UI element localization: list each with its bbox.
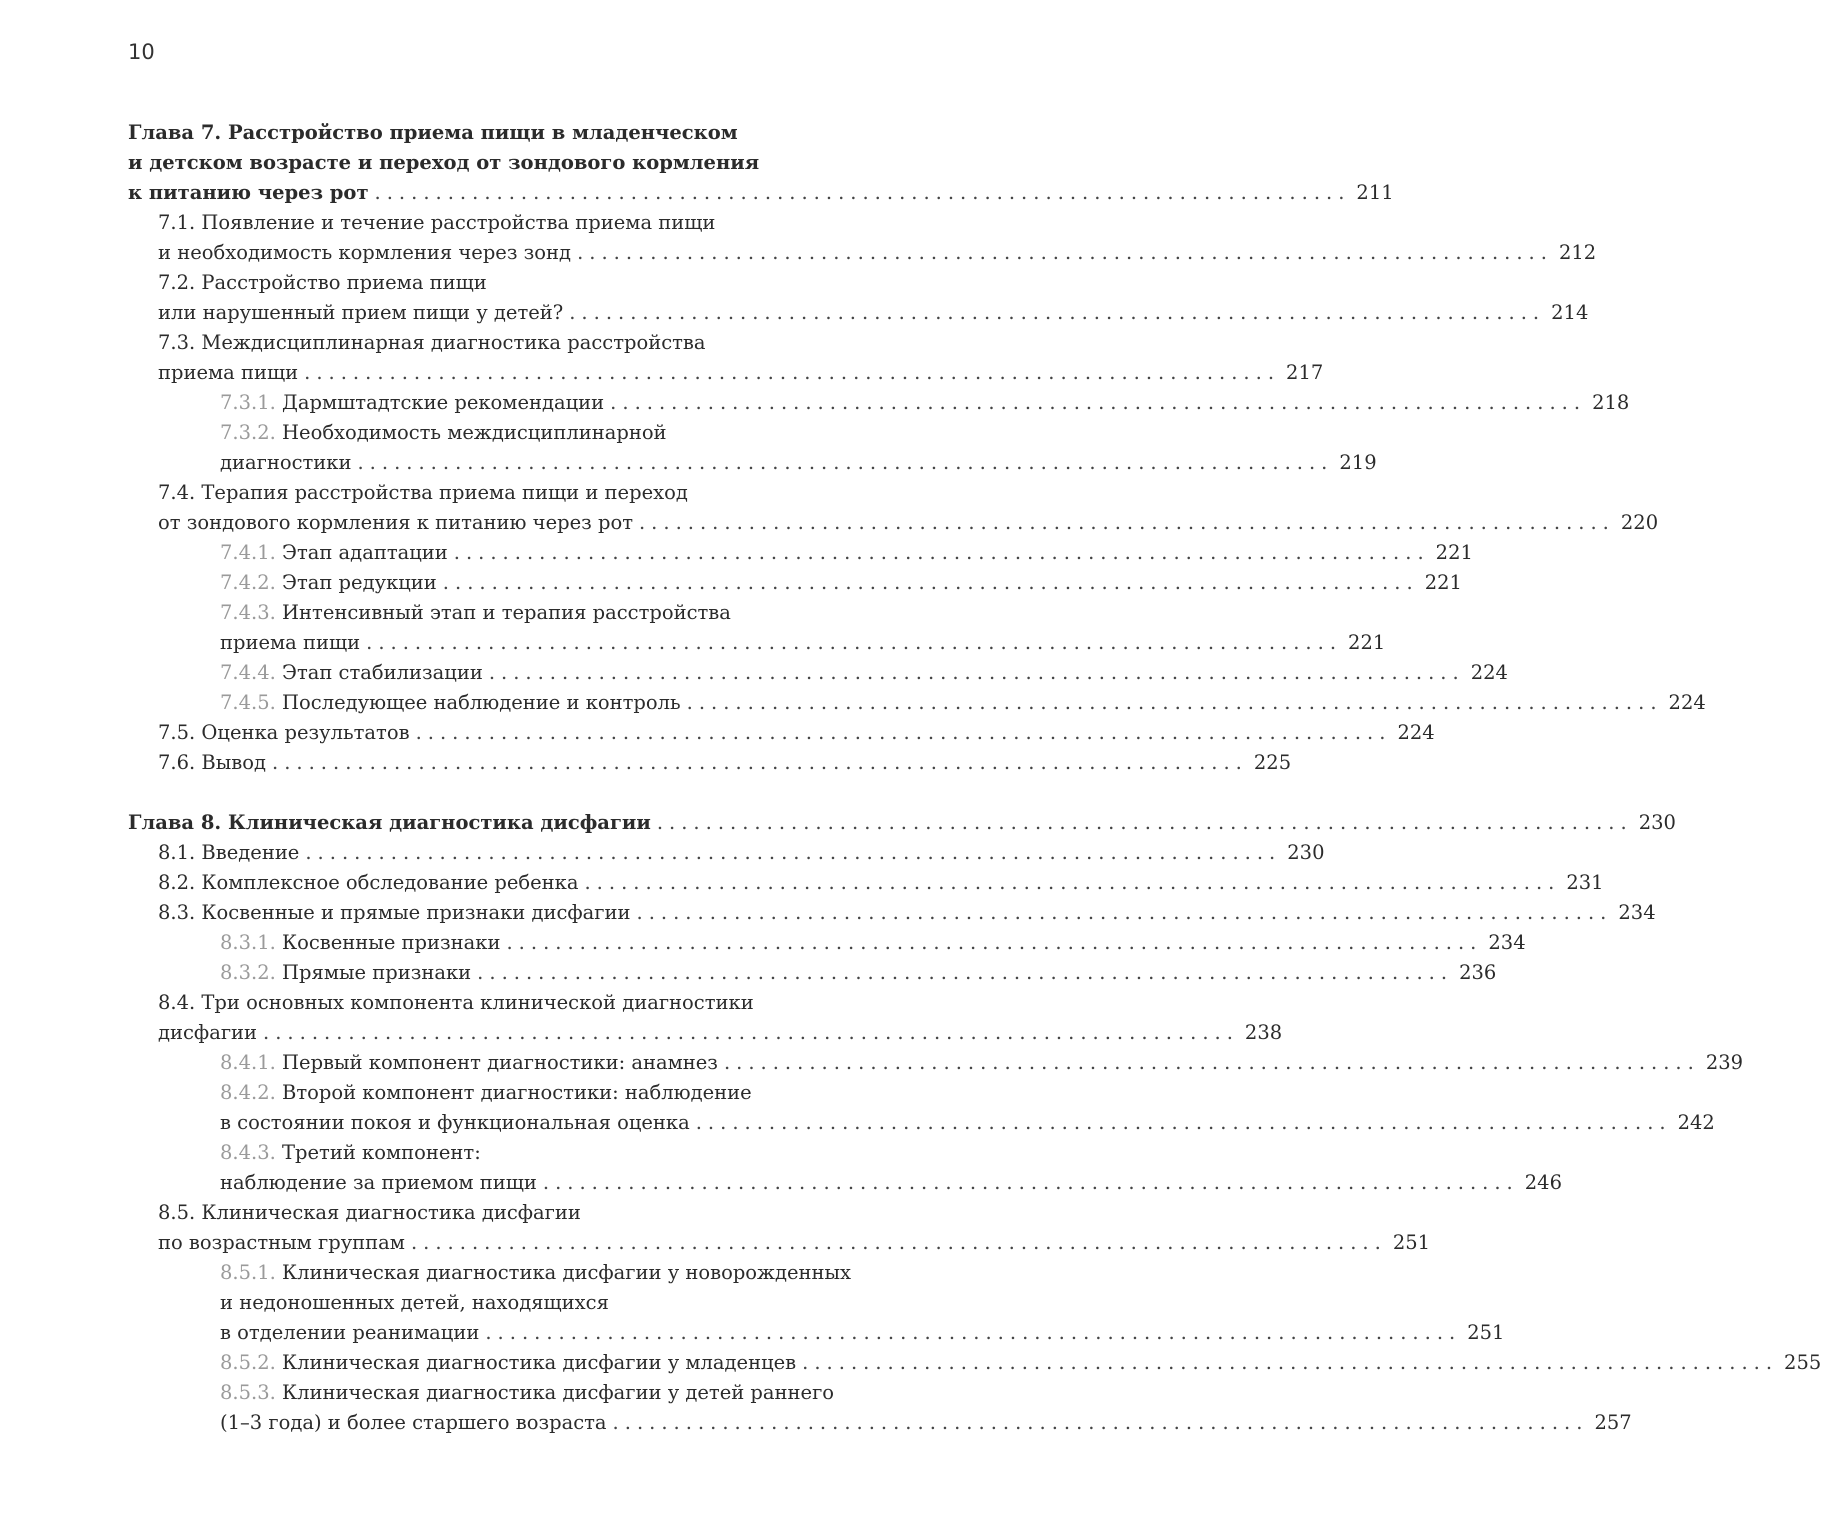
toc-line xyxy=(158,208,908,238)
leader-dots: ................................................................................ xyxy=(272,751,1248,774)
toc-line xyxy=(128,178,1394,208)
toc-title: Междисциплинарная диагностика расстройства xyxy=(201,331,706,354)
leader-dots: ................................................................................ xyxy=(802,1351,1779,1374)
toc-line xyxy=(158,838,1325,868)
toc-line xyxy=(158,718,1435,748)
toc-line xyxy=(158,1228,1431,1258)
toc-title: приема пищи xyxy=(220,631,361,654)
toc-title: Косвенные и прямые признаки дисфагии xyxy=(201,901,631,924)
toc-title: Клиническая диагностика дисфагии у младенцев xyxy=(282,1351,797,1374)
page-number: 10 xyxy=(128,40,155,64)
leader-dots: ................................................................................ xyxy=(304,361,1281,384)
toc-title: Первый компонент диагностики: анамнез xyxy=(282,1051,718,1074)
leader-dots: ................................................................................ xyxy=(686,691,1663,714)
toc-page-number: 221 xyxy=(1424,571,1462,594)
toc-line xyxy=(220,928,1526,958)
leader-dots: ................................................................................ xyxy=(636,901,1613,924)
toc-title: Клиническая диагностика дисфагии xyxy=(227,811,651,834)
leader-dots: ................................................................................ xyxy=(656,811,1633,834)
toc-page-number: 255 xyxy=(1784,1351,1821,1374)
toc-page-number: 214 xyxy=(1551,301,1589,324)
toc-line xyxy=(220,1258,908,1288)
toc-title: Появление и течение расстройства приема пищи xyxy=(201,211,716,234)
leader-dots: ................................................................................ xyxy=(488,661,1465,684)
toc-number: 7.4.2. xyxy=(220,571,276,594)
leader-dots: ................................................................................ xyxy=(506,931,1483,954)
toc-number: 7.4.4. xyxy=(220,661,276,684)
toc-number: 7.4.1. xyxy=(220,541,276,564)
spacer xyxy=(221,118,228,148)
toc-title: и детском возрасте и переход от зондового кормления xyxy=(128,151,760,174)
toc-line xyxy=(220,418,908,448)
toc-title: Этап стабилизации xyxy=(282,661,483,684)
leader-dots: ................................................................................ xyxy=(612,1411,1589,1434)
toc-line xyxy=(220,1138,908,1168)
toc-number: 7.5. xyxy=(158,721,196,744)
toc-line xyxy=(158,298,1589,328)
toc-line xyxy=(220,688,1706,718)
toc-title: и недоношенных детей, находящихся xyxy=(220,1291,609,1314)
toc-title: и необходимость кормления через зонд xyxy=(158,241,572,264)
toc-number: 8.4.3. xyxy=(220,1141,276,1164)
leader-dots: ................................................................................ xyxy=(638,511,1615,534)
toc-number: 7.3.2. xyxy=(220,421,276,444)
toc-title: по возрастным группам xyxy=(158,1231,405,1254)
leader-dots: ................................................................................ xyxy=(263,1021,1239,1044)
toc-page-number: 221 xyxy=(1348,631,1386,654)
toc-page-number: 217 xyxy=(1286,361,1324,384)
leader-dots: ................................................................................ xyxy=(695,1111,1672,1134)
toc-title: Интенсивный этап и терапия расстройства xyxy=(282,601,731,624)
toc-number: 7.4. xyxy=(158,481,196,504)
toc-title: Этап редукции xyxy=(282,571,437,594)
toc-page-number: 221 xyxy=(1435,541,1473,564)
toc-line xyxy=(158,358,1324,388)
toc-line xyxy=(220,628,1386,658)
toc-title: к питанию через рот xyxy=(128,181,369,204)
toc-page-number: 230 xyxy=(1638,811,1676,834)
toc-page-number: 219 xyxy=(1339,451,1377,474)
toc-line xyxy=(220,1108,1715,1138)
leader-dots: ................................................................................ xyxy=(610,391,1587,414)
toc-line xyxy=(158,508,1659,538)
toc-title: Прямые признаки xyxy=(282,961,472,984)
toc-page-number: 224 xyxy=(1397,721,1435,744)
toc-title: Последующее наблюдение и контроль xyxy=(282,691,681,714)
toc-page-number: 224 xyxy=(1668,691,1706,714)
toc-line xyxy=(220,1288,908,1318)
toc-title: Клиническая диагностика дисфагии у новорожденных xyxy=(282,1261,852,1284)
toc-page-number: 246 xyxy=(1524,1171,1562,1194)
toc-line xyxy=(220,1408,1632,1438)
toc-title: Терапия расстройства приема пищи и переход xyxy=(201,481,688,504)
toc-title: Расстройство приема пищи xyxy=(201,271,487,294)
toc-page-number: 251 xyxy=(1467,1321,1505,1344)
toc-number: 7.2. xyxy=(158,271,196,294)
toc-number: 8.1. xyxy=(158,841,196,864)
toc-page-number: 239 xyxy=(1705,1051,1744,1074)
toc-line xyxy=(220,1048,1744,1078)
toc-line xyxy=(158,1018,1283,1048)
toc-page-number: 224 xyxy=(1470,661,1508,684)
toc-line xyxy=(220,448,1377,478)
toc-number: Глава 7. xyxy=(128,121,222,144)
toc-title: Второй компонент диагностики: наблюдение xyxy=(282,1081,752,1104)
toc-number: 8.5.1. xyxy=(220,1261,276,1284)
toc-title: Комплексное обследование ребенка xyxy=(201,871,579,894)
toc-title: в состоянии покоя и функциональная оценка xyxy=(220,1111,690,1134)
toc-line xyxy=(220,538,1473,568)
toc-number: 7.3.1. xyxy=(220,391,276,414)
toc-line xyxy=(158,988,908,1018)
toc-title: Необходимость междисциплинарной xyxy=(282,421,667,444)
toc-number: 7.3. xyxy=(158,331,196,354)
toc-line xyxy=(220,568,1462,598)
toc-number: 7.6. xyxy=(158,751,196,774)
toc-page-number: 234 xyxy=(1618,901,1656,924)
toc-number: 7.4.5. xyxy=(220,691,276,714)
toc-page-number: 211 xyxy=(1356,181,1394,204)
toc-number: 7.4.3. xyxy=(220,601,276,624)
toc-line xyxy=(220,658,1508,688)
toc-number: 8.5.2. xyxy=(220,1351,276,1374)
leader-dots: ................................................................................ xyxy=(415,721,1392,744)
toc-number: 8.3. xyxy=(158,901,196,924)
toc-number: 8.3.2. xyxy=(220,961,276,984)
toc-line xyxy=(220,1168,1562,1198)
toc-number: 8.2. xyxy=(158,871,196,894)
toc-line xyxy=(220,1078,908,1108)
toc-number: 8.4. xyxy=(158,991,196,1014)
toc-page-number: 225 xyxy=(1253,751,1292,774)
toc-page-number: 236 xyxy=(1459,961,1497,984)
toc-line xyxy=(158,268,908,298)
toc-page-number: 231 xyxy=(1566,871,1604,894)
toc-number: Глава 8. xyxy=(128,811,222,834)
toc-line xyxy=(158,898,1656,928)
toc-page-number: 251 xyxy=(1392,1231,1431,1254)
leader-dots: ................................................................................ xyxy=(453,541,1430,564)
leader-dots: ................................................................................ xyxy=(305,841,1282,864)
toc-number: 8.3.1. xyxy=(220,931,276,954)
toc-title: Этап адаптации xyxy=(282,541,448,564)
toc-page-number: 234 xyxy=(1488,931,1526,954)
toc-page-number: 238 xyxy=(1244,1021,1283,1044)
toc-line xyxy=(158,868,1604,898)
toc-page-number: 230 xyxy=(1287,841,1325,864)
toc-line xyxy=(128,808,1676,838)
toc-number: 7.1. xyxy=(158,211,196,234)
toc-number: 8.4.2. xyxy=(220,1081,276,1104)
toc-title: наблюдение за приемом пищи xyxy=(220,1171,537,1194)
toc-title: Клиническая диагностика дисфагии xyxy=(201,1201,581,1224)
toc-line xyxy=(128,118,908,148)
toc-title: Дармштадтские рекомендации xyxy=(282,391,605,414)
leader-dots: ................................................................................ xyxy=(723,1051,1700,1074)
toc-title: Введение xyxy=(201,841,300,864)
toc-line xyxy=(128,148,908,178)
leader-dots: ................................................................................ xyxy=(357,451,1334,474)
toc-line xyxy=(158,478,908,508)
toc-title: или нарушенный прием пищи у детей? xyxy=(158,301,564,324)
toc-title: Три основных компонента клинической диагностики xyxy=(201,991,754,1014)
toc-title: в отделении реанимации xyxy=(220,1321,480,1344)
toc-title: Клиническая диагностика дисфагии у детей раннего xyxy=(282,1381,835,1404)
toc-title: приема пищи xyxy=(158,361,299,384)
toc-title: диагностики xyxy=(220,451,352,474)
toc-number: 8.4.1. xyxy=(220,1051,276,1074)
leader-dots: ................................................................................ xyxy=(569,301,1546,324)
toc-page-number: 218 xyxy=(1592,391,1630,414)
toc-page-number: 242 xyxy=(1677,1111,1715,1134)
toc-line xyxy=(220,598,908,628)
leader-dots: ................................................................................ xyxy=(366,631,1343,654)
toc-page-number: 212 xyxy=(1558,241,1597,264)
toc-line xyxy=(220,1318,1505,1348)
toc-title: Вывод xyxy=(201,751,266,774)
toc-title: дисфагии xyxy=(158,1021,258,1044)
spacer xyxy=(221,808,228,838)
toc-title: Расстройство приема пищи в младенческом xyxy=(227,121,738,144)
leader-dots: ................................................................................ xyxy=(577,241,1553,264)
toc-line xyxy=(220,388,1630,418)
toc-title: (1–3 года) и более старшего возраста xyxy=(220,1411,607,1434)
toc-title: Косвенные признаки xyxy=(282,931,501,954)
leader-dots: ................................................................................ xyxy=(584,871,1561,894)
toc-number: 8.5. xyxy=(158,1201,196,1224)
leader-dots: ................................................................................ xyxy=(477,961,1454,984)
leader-dots: ................................................................................ xyxy=(410,1231,1387,1254)
toc-line xyxy=(158,748,1292,778)
toc-line xyxy=(220,958,1497,988)
toc-line xyxy=(220,1348,1821,1378)
leader-dots: ................................................................................ xyxy=(374,181,1351,204)
toc-line xyxy=(158,1198,908,1228)
toc-line xyxy=(158,238,1597,268)
toc-title: от зондового кормления к питанию через рот xyxy=(158,511,633,534)
leader-dots: ................................................................................ xyxy=(485,1321,1462,1344)
toc-title: Третий компонент: xyxy=(282,1141,481,1164)
toc-page-number: 257 xyxy=(1594,1411,1632,1434)
toc-number: 8.5.3. xyxy=(220,1381,276,1404)
toc-title: Оценка результатов xyxy=(201,721,410,744)
toc-line xyxy=(158,328,908,358)
leader-dots: ................................................................................ xyxy=(542,1171,1519,1194)
leader-dots: ................................................................................ xyxy=(442,571,1419,594)
toc-page-number: 220 xyxy=(1620,511,1659,534)
toc-line xyxy=(220,1378,908,1408)
